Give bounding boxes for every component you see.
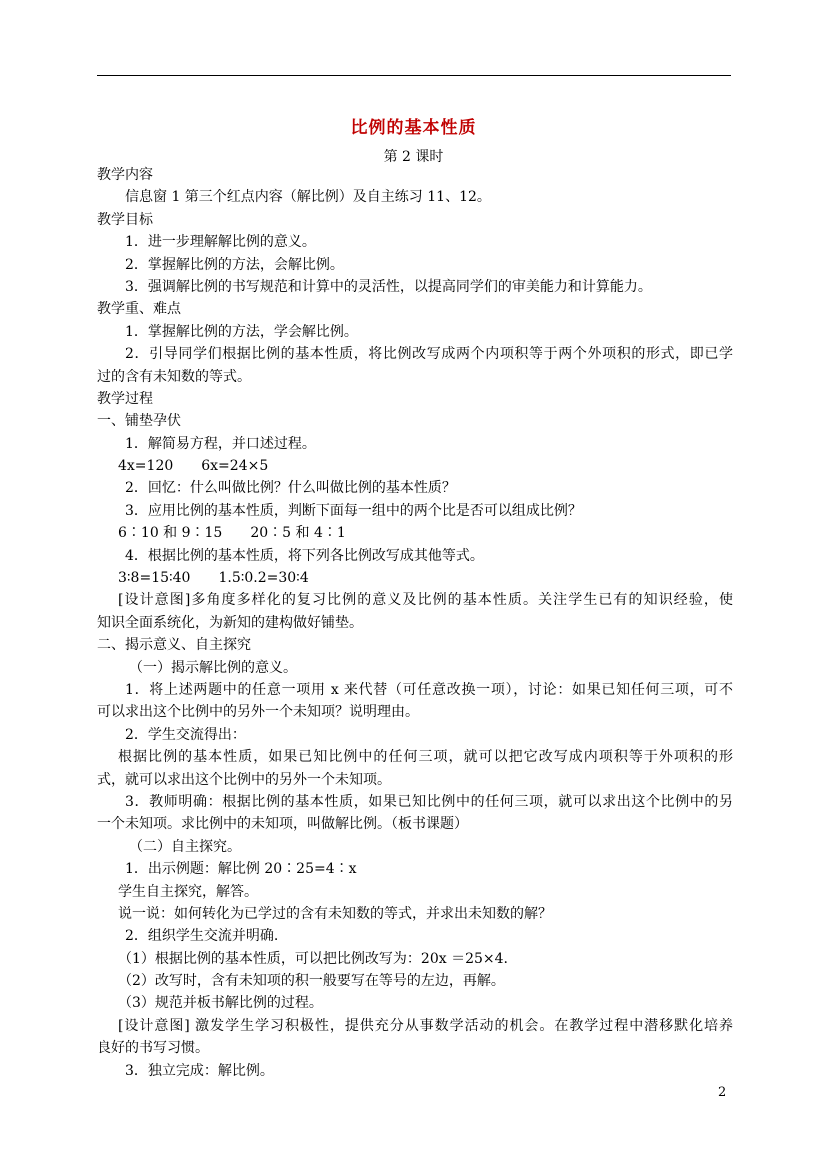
text-line: 教学重、难点 (97, 301, 181, 318)
text-line: 2．回忆：什么叫做比例？什么叫做比例的基本性质？ (125, 480, 456, 497)
text-line: （2）改写时，含有未知项的积一般要写在等号的左边，再解。 (118, 973, 505, 990)
text-line: 1．将上述两题中的任意一项用 x 来代替（可任意改换一项），讨论：如果已知任何三项，可不 (125, 681, 733, 698)
text-line: 1．进一步理解解比例的意义。 (125, 234, 316, 251)
text-line: 信息窗 1 第三个红点内容（解比例）及自主练习 11、12。 (125, 189, 491, 206)
text-line: 说一说：如何转化为已学过的含有未知数的等式，并求出未知数的解？ (118, 905, 552, 922)
header-rule (97, 75, 731, 76)
page-number: 2 (718, 1085, 727, 1100)
text-line: （1）根据比例的基本性质，可以把比例改写为：20x ＝25×4. (118, 950, 508, 967)
text-line: 一个未知项。求比例中的未知项，叫做解比例。（板书课题） (97, 816, 468, 833)
text-line: 一、铺垫孕伏 (97, 413, 181, 430)
text-line: 2．掌握解比例的方法，会解比例。 (125, 256, 344, 273)
text-line: （二）自主探究。 (129, 838, 241, 855)
text-line: 教学内容 (97, 167, 153, 183)
text-line: 3．教师明确：根据比例的基本性质，如果已知比例中的任何三项，就可以求出这个比例中的另 (125, 793, 733, 810)
text-line: 过的含有未知数的等式。 (97, 368, 251, 385)
text-line: 良好的书写习惯。 (97, 1040, 209, 1057)
text-line: 1．掌握解比例的方法，学会解比例。 (125, 323, 358, 340)
text-line: 4x=120 6x=24×5 (118, 458, 269, 475)
document-title: 比例的基本性质 (350, 118, 477, 138)
text-line: 知识全面系统化，为新知的建构做好铺垫。 (97, 614, 363, 631)
text-line: [设计意图] 激发学生学习积极性，提供充分从事数学活动的机会。在教学过程中潜移默化培养 (118, 1017, 733, 1034)
text-line: 式，就可以求出这个比例中的另外一个未知项。 (97, 771, 391, 788)
text-line: 1．解简易方程，并口述过程。 (125, 435, 316, 452)
text-line: 4．根据比例的基本性质，将下列各比例改写成其他等式。 (125, 547, 484, 564)
text-line: 可以求出这个比例中的另外一个未知项？说明理由。 (97, 704, 419, 721)
text-line: 2．组织学生交流并明确. (125, 928, 279, 945)
text-line: 1．出示例题：解比例 20∶25=4∶x (125, 861, 357, 878)
text-line: 根据比例的基本性质，如果已知比例中的任何三项，就可以把它改写成内项积等于外项积的形 (118, 749, 733, 766)
text-line: （一）揭示解比例的意义。 (129, 659, 297, 676)
text-line: 3．强调解比例的书写规范和计算中的灵活性，以提高同学们的审美能力和计算能力。 (125, 278, 652, 295)
text-line: 6∶10 和 9∶15 20∶5 和 4∶1 (118, 525, 346, 542)
text-line: 3．独立完成：解比例。 (125, 1062, 274, 1079)
text-line: 教学过程 (97, 390, 153, 407)
document-body (97, 164, 733, 1082)
text-line: 2．学生交流得出： (125, 726, 246, 743)
text-line: 二、揭示意义、自主探究 (97, 637, 251, 654)
text-line: 教学目标 (97, 211, 153, 228)
text-line: 2．引导同学们根据比例的基本性质，将比例改写成两个内项积等于两个外项积的形式，即已学 (125, 346, 733, 363)
text-line: 3．应用比例的基本性质，判断下面每一组中的两个比是否可以组成比例？ (125, 502, 582, 519)
lesson-subtitle: 第 2 课时 (383, 149, 444, 165)
text-line: [设计意图]多角度多样化的复习比例的意义及比例的基本性质。关注学生已有的知识经验，使 (118, 592, 733, 609)
text-line: （3）规范并板书解比例的过程。 (118, 995, 323, 1012)
text-line: 3∶8=15∶40 1.5∶0.2=30∶4 (118, 570, 309, 587)
text-line: 学生自主探究，解答。 (118, 883, 258, 900)
